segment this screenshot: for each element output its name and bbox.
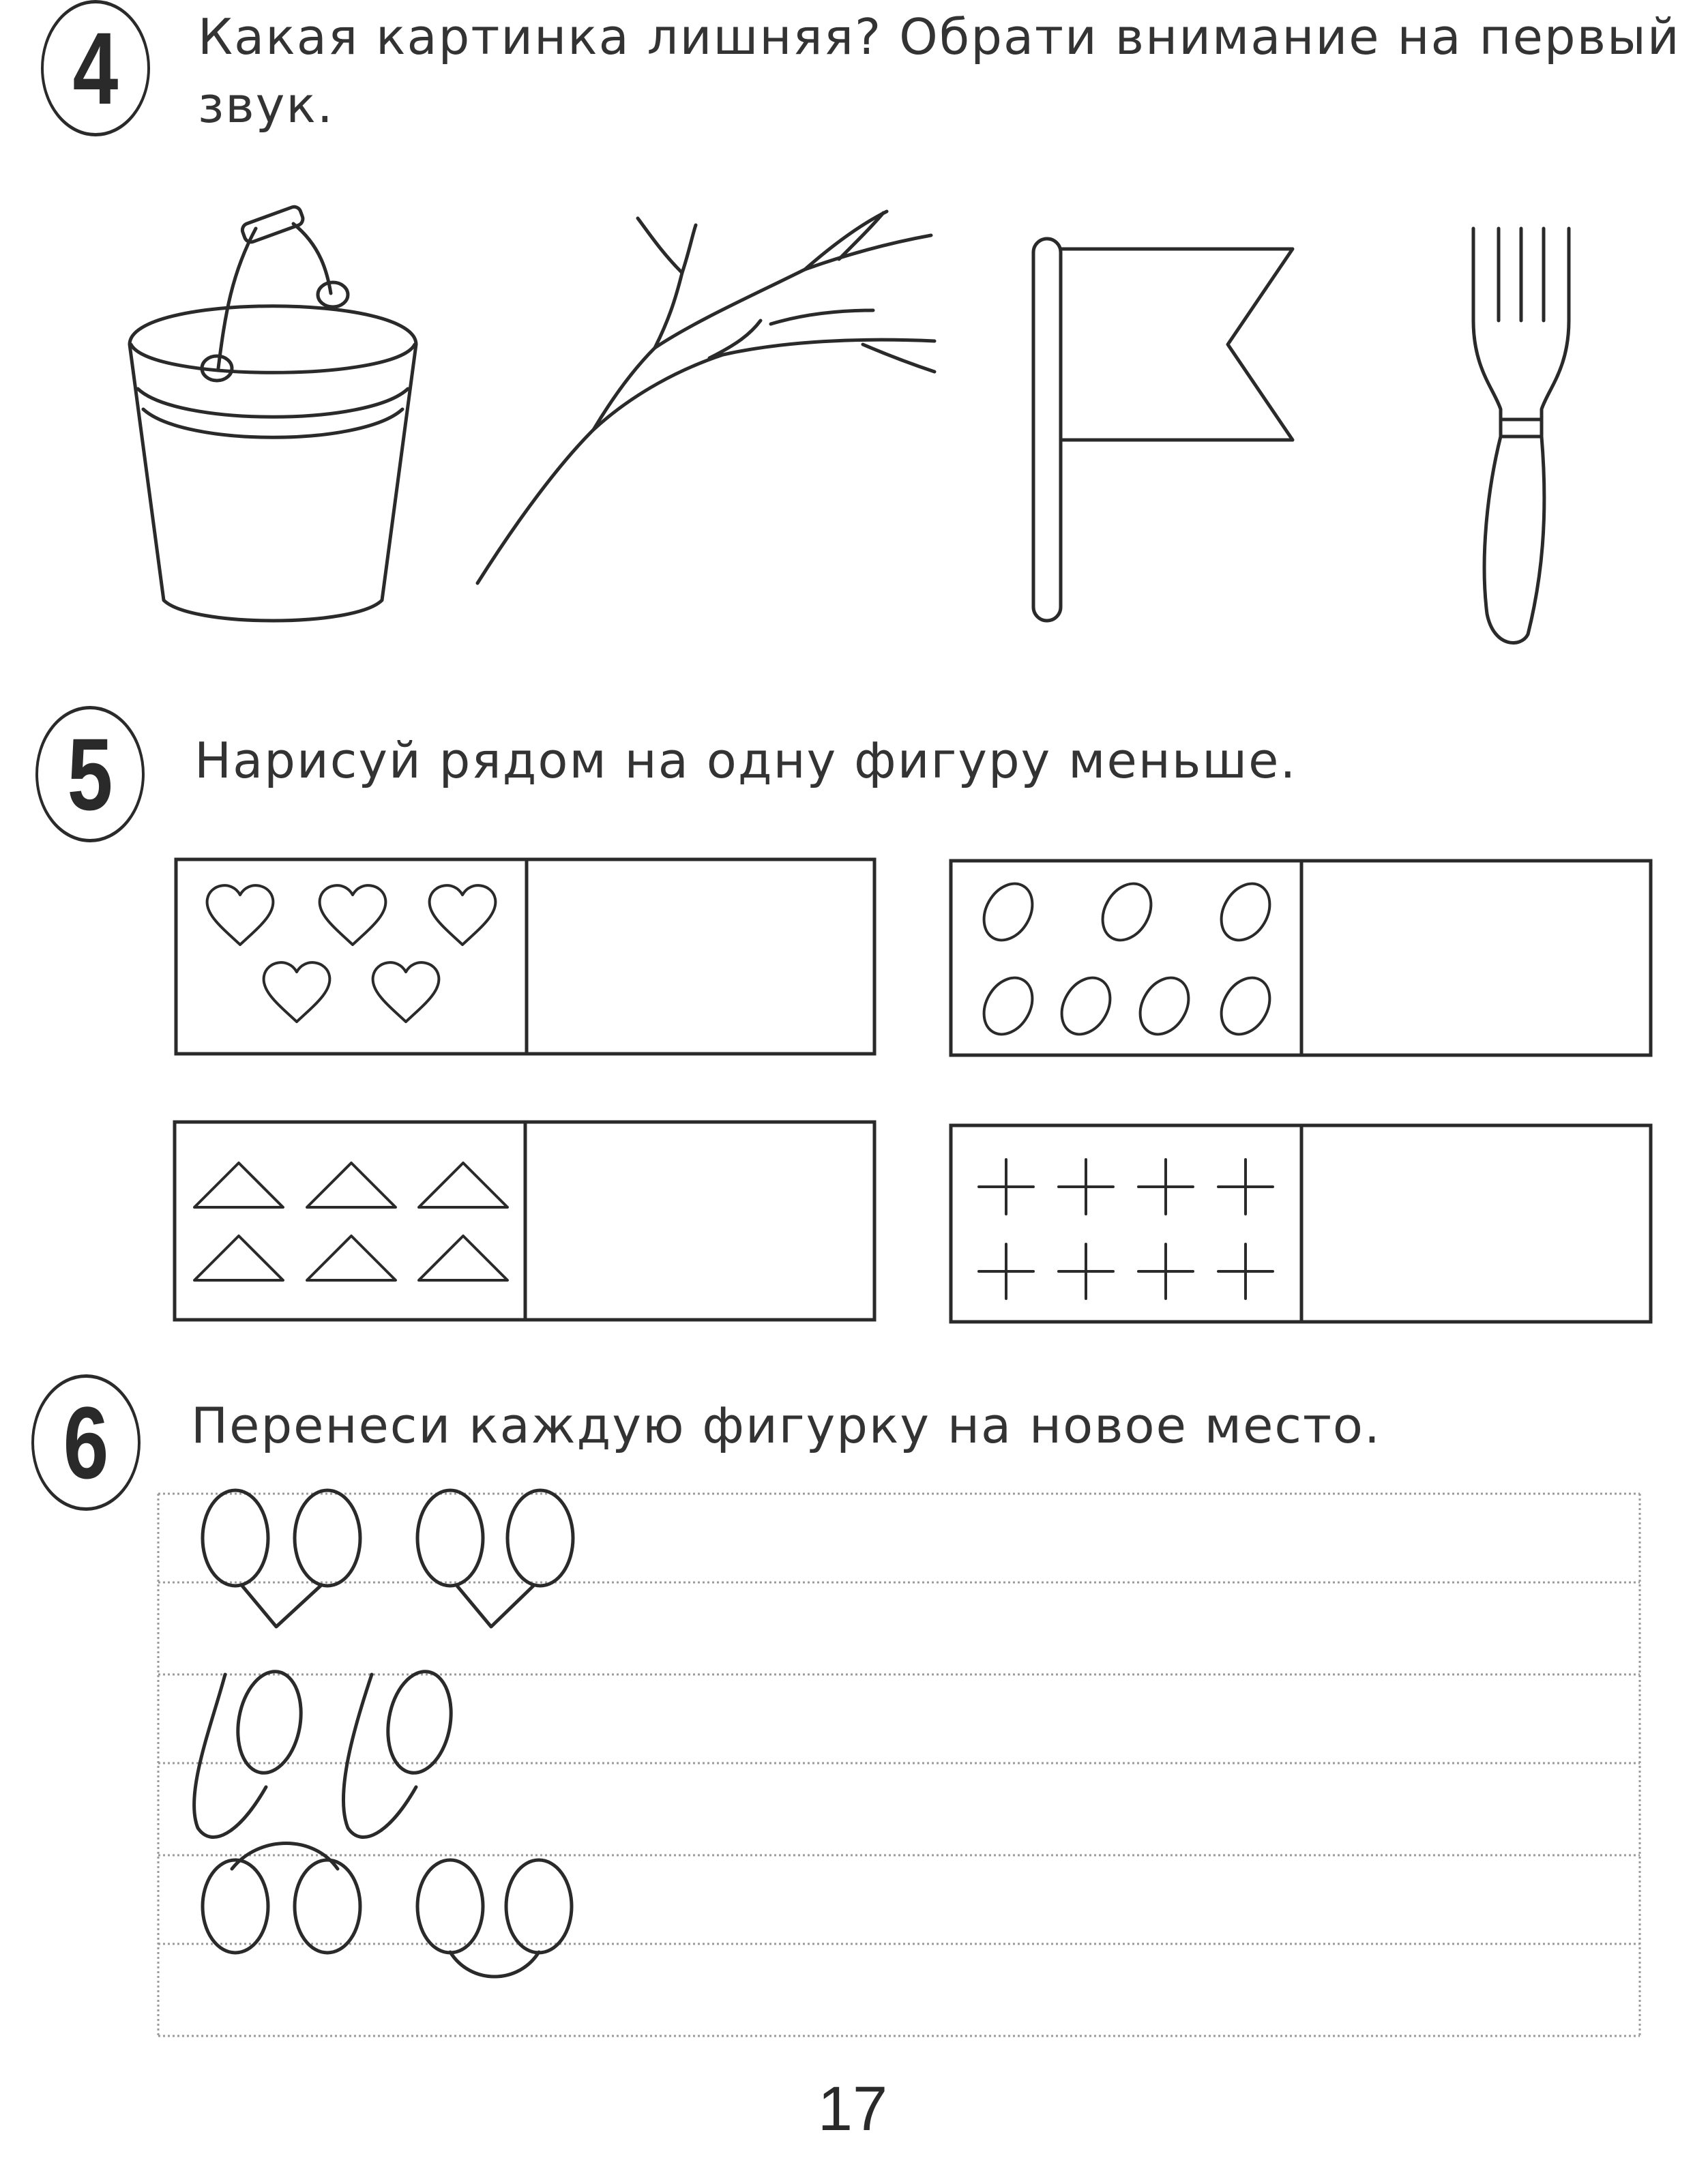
- task5-box-hearts: [176, 859, 874, 1054]
- plus-shapes: [979, 1160, 1273, 1299]
- task5-box-ovals: [951, 861, 1651, 1055]
- task-6-number: 6: [31, 1374, 141, 1511]
- task-5-number: 5: [35, 706, 145, 842]
- task5-box-pluses: [951, 1125, 1651, 1322]
- page-number: 17: [817, 2074, 888, 2144]
- triangle-shapes: [194, 1163, 507, 1280]
- branch-icon: [477, 211, 934, 583]
- task6-row1-pattern: [203, 1490, 573, 1627]
- task6-ruled-area: [158, 1494, 1640, 2036]
- task-4-number: 4: [41, 0, 150, 136]
- task6-row3-pattern: [203, 1844, 572, 1977]
- task-4-text-line2: звук.: [198, 76, 334, 134]
- task-5-text: Нарисуй рядом на одну фигуру меньше.: [194, 732, 1297, 789]
- task6-row2-pattern: [194, 1666, 459, 1837]
- heart-shapes: [207, 885, 496, 1022]
- task-4-text-line1: Какая картинка лишняя? Обрати внимание на первый: [198, 8, 1681, 65]
- task-6-text: Перенеси каждую фигурку на новое место.: [191, 1397, 1381, 1454]
- bucket-icon: [130, 205, 416, 621]
- fork-icon: [1473, 228, 1569, 643]
- flag-icon: [1033, 239, 1293, 621]
- task5-box-triangles: [175, 1122, 874, 1320]
- oval-shapes: [974, 875, 1279, 1043]
